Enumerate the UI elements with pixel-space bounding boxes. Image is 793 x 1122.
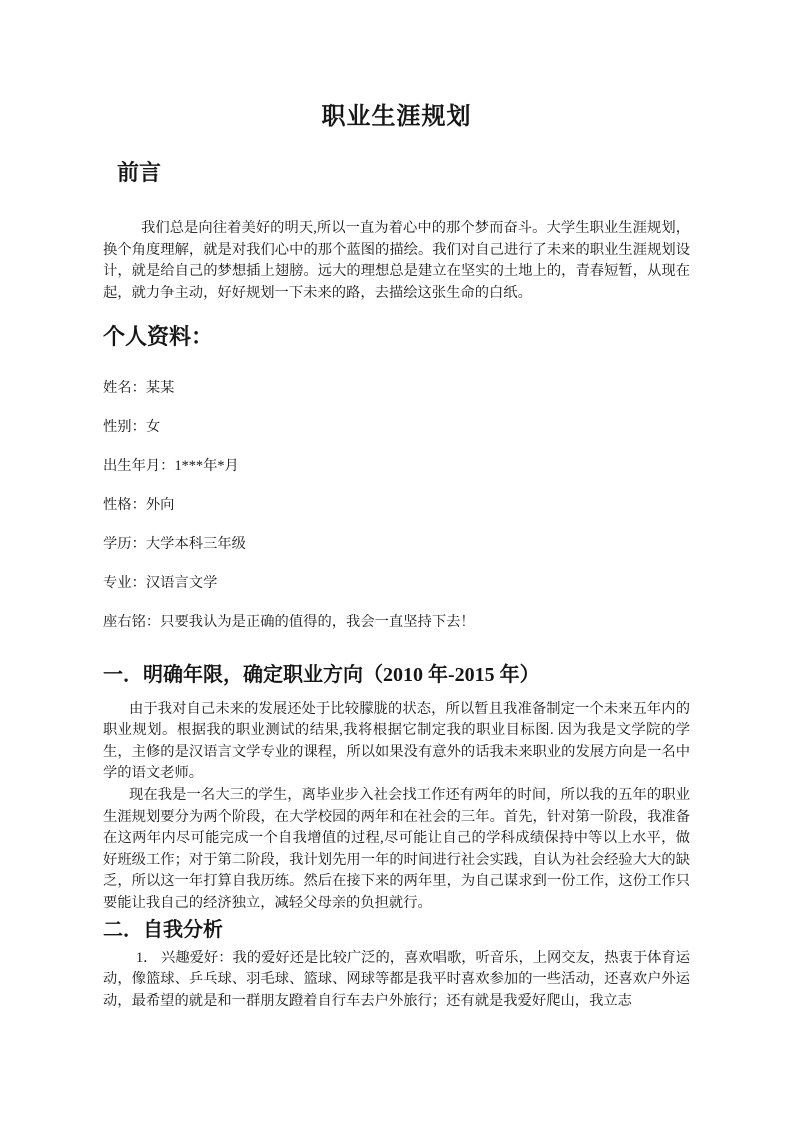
preface-heading: 前言	[117, 160, 162, 185]
personal-info-field-gender: 性别：女	[103, 418, 161, 435]
section-two-heading: 二．自我分析	[103, 918, 223, 941]
personal-info-field-education: 学历：大学本科三年级	[103, 535, 246, 552]
section-one-paragraph-2: 现在我是一名大三的学生，离毕业步入社会找工作还有两年的时间，所以我的五年的职业生涯规划要分为两个阶段，在大学校园的两年和在社会的三年。首先，针对第一阶段，我准备在这两年内尽可能完成一个自我增值的过程,尽可能让自己的学科成绩保持中等以上水平，做好班级工作；对于第二阶段，我计划先用一年的时间进行社会实践，自认为社会经验大大的缺乏，所以这一年打算自我历练。然后在接下来的两年里，为自己谋求到一份工作，这份工作只要能让我自己的经济独立，减轻父母亲的负担就行。	[103, 786, 690, 911]
personal-info-heading: 个人资料：	[103, 324, 214, 350]
section-two-paragraph-1: 1． 兴趣爱好：我的爱好还是比较广泛的，喜欢唱歌，听音乐，上网交友，热衷于体育运动，像篮球、乒乓球、羽毛球、篮球、网球等都是我平时喜欢参加的一些活动，还喜欢户外运动，最希望的就是和一群朋友蹬着自行车去户外旅行；还有就是我爱好爬山，我立志	[103, 949, 690, 1009]
personal-info-field-motto: 座右铭：只要我认为是正确的值得的，我会一直坚持下去！	[103, 613, 475, 630]
personal-info-field-birthdate: 出生年月：1***年*月	[103, 457, 239, 474]
personal-info-field-personality: 性格：外向	[103, 496, 175, 513]
section-one-heading: 一．明确年限，确定职业方向（2010 年-2015 年）	[103, 663, 540, 686]
section-one-paragraph-1: 由于我对自己未来的发展还处于比较朦胧的状态，所以暂且我准备制定一个未来五年内的职业规划。根据我的职业测试的结果,我将根据它制定我的职业目标图. 因为我是文学院的学生，主修的是汉语言文学专业的课程，所以如果没有意外的话我未来职业的发展方向是一名中学的语文老师。	[103, 700, 690, 782]
preface-paragraph: 我们总是向往着美好的明天,所以一直为着心中的那个梦而奋斗。大学生职业生涯规划，换个角度理解，就是对我们心中的那个蓝图的描绘。我们对自己进行了未来的职业生涯规划设计，就是给自己的梦想插上翅膀。远大的理想总是建立在坚实的土地上的，青春短暂，从现在起，就力争主动，好好规划一下未来的路，去描绘这张生命的白纸。	[103, 220, 690, 301]
doc-title: 职业生涯规划	[321, 104, 472, 130]
personal-info-field-major: 专业：汉语言文学	[103, 574, 218, 591]
personal-info-field-name: 姓名：某某	[103, 379, 175, 396]
document-content	[0, 102, 793, 1012]
